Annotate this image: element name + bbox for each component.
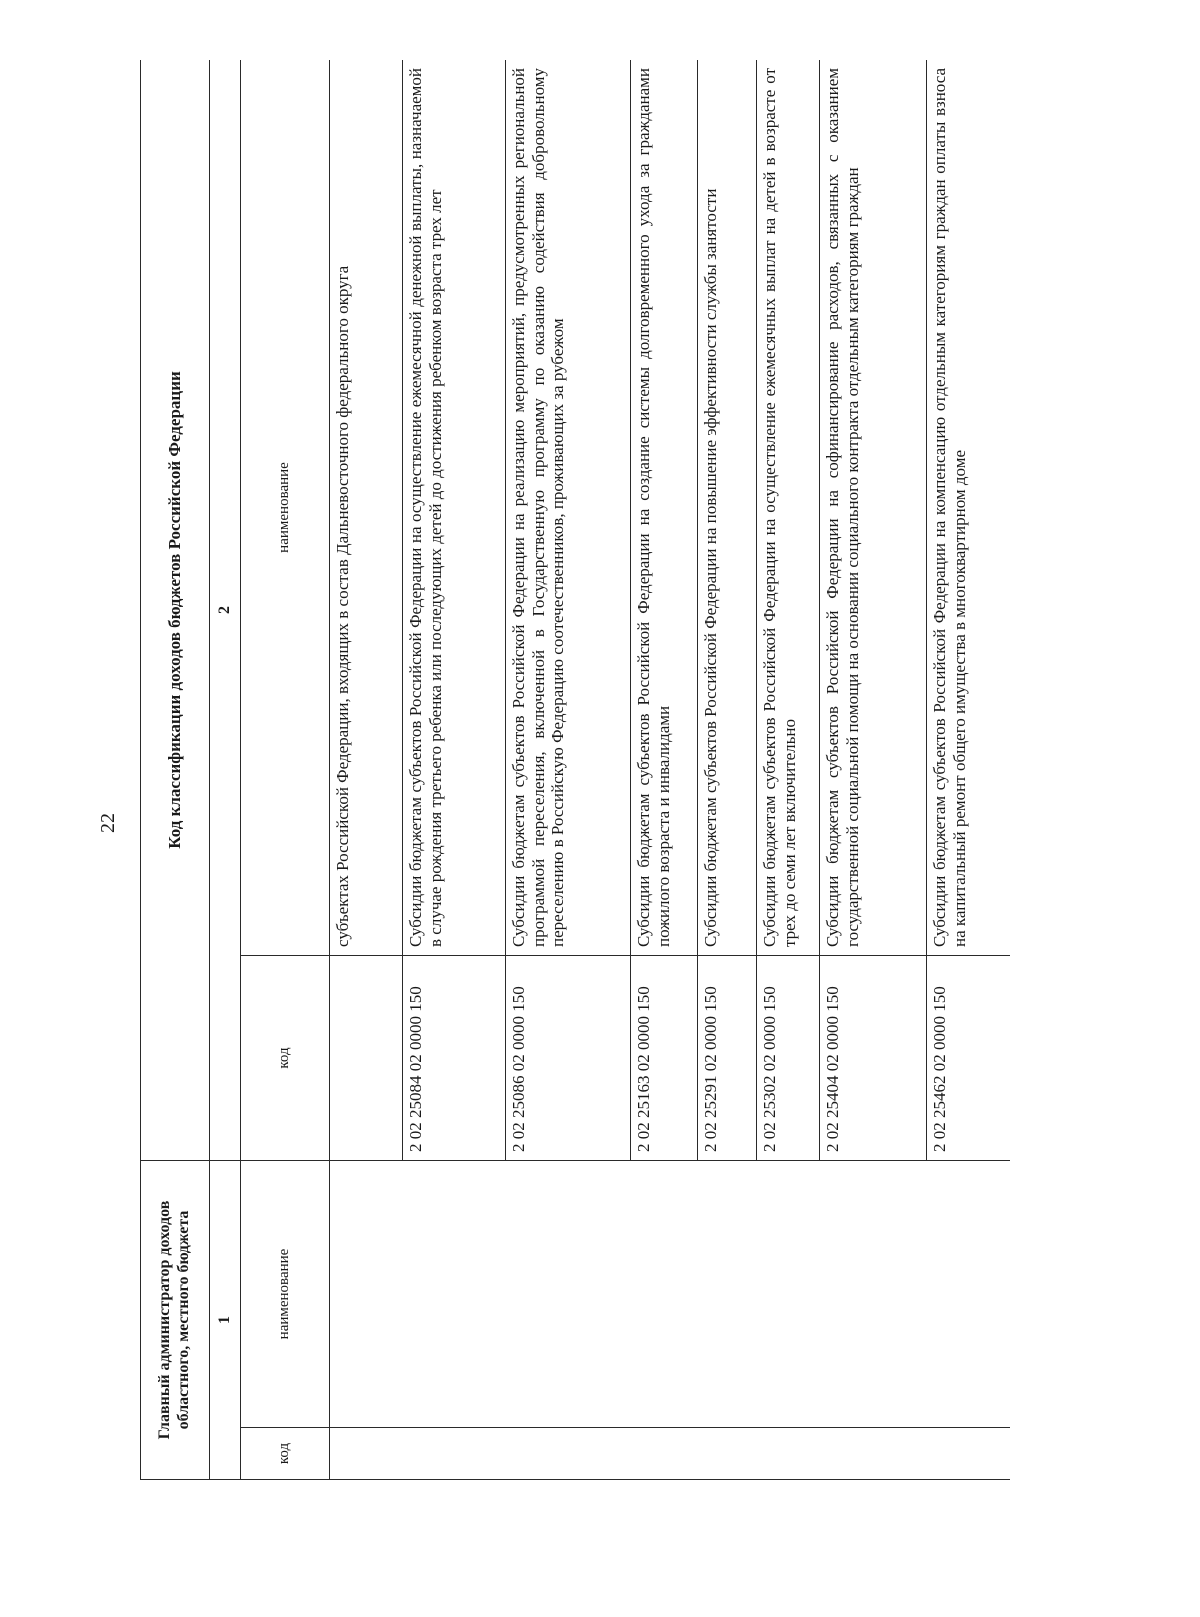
income-classification-table (140, 60, 1010, 1480)
header-column-number-1: 1 (210, 1160, 241, 1479)
header-admin-name: наименование (241, 1160, 330, 1427)
name-cell: субъектах Российской Федерации, входящих в состав Дальневосточного федерального округа (330, 60, 403, 955)
table-frame (140, 60, 1010, 1480)
code-cell: 2 02 25291 02 0000 150 (698, 955, 757, 1160)
name-cell: Субсидии бюджетам субъектов Российской Федерации на повышение эффективности службы занятости (698, 60, 757, 955)
name-cell: Субсидии бюджетам субъектов Российской Федерации на создание системы долговременного ухода за гражданами пожилого возраста и инвалидами (631, 60, 698, 955)
header-column-number-2: 2 (210, 60, 241, 1160)
name-cell: Субсидии бюджетам субъектов Российской Федерации на софинансирование расходов, связанных с оказанием государственной социальной помощи на основании социального контракта отдельным категориям граждан (820, 60, 927, 955)
page-number: 22 (97, 813, 119, 833)
code-cell: 2 02 25462 02 0000 150 (927, 955, 1011, 1160)
code-cell: 2 02 25084 02 0000 150 (403, 955, 506, 1160)
header-class-code: код (241, 955, 330, 1160)
table-row (330, 60, 403, 1480)
code-cell: 2 02 25086 02 0000 150 (506, 955, 631, 1160)
name-cell: Субсидии бюджетам субъектов Российской Федерации на компенсацию отдельным категориям граждан оплаты взноса на капитальный ремонт общего имущества в многоквартирном доме (927, 60, 1011, 955)
code-cell (330, 955, 403, 1160)
code-cell: 2 02 25302 02 0000 150 (757, 955, 820, 1160)
header-classification-group: Код классификации доходов бюджетов Российской Федерации (141, 60, 210, 1160)
name-cell: Субсидии бюджетам субъектов Российской Федерации на осуществление ежемесячных выплат на детей в возрасте от трех до семи лет включительно (757, 60, 820, 955)
header-admin-group: Главный администратор доходов областного, местного бюджета (141, 1160, 210, 1479)
admin-name-cell (330, 1160, 1011, 1427)
header-class-name: наименование (241, 60, 330, 955)
header-admin-code: код (241, 1428, 330, 1480)
name-cell: Субсидии бюджетам субъектов Российской Федерации на реализацию мероприятий, предусмотренных региональной программой переселения, включенной в Государственную программу по оказанию содействия добровольному переселению в Российскую Федерацию соотечественников, проживающих за рубежом (506, 60, 631, 955)
code-cell: 2 02 25404 02 0000 150 (820, 955, 927, 1160)
code-cell: 2 02 25163 02 0000 150 (631, 955, 698, 1160)
name-cell: Субсидии бюджетам субъектов Российской Федерации на осуществление ежемесячной денежной выплаты, назначаемой в случае рождения третьего ребенка или последующих детей до достижения ребенком возраста трех лет (403, 60, 506, 955)
admin-code-cell (330, 1428, 1011, 1480)
